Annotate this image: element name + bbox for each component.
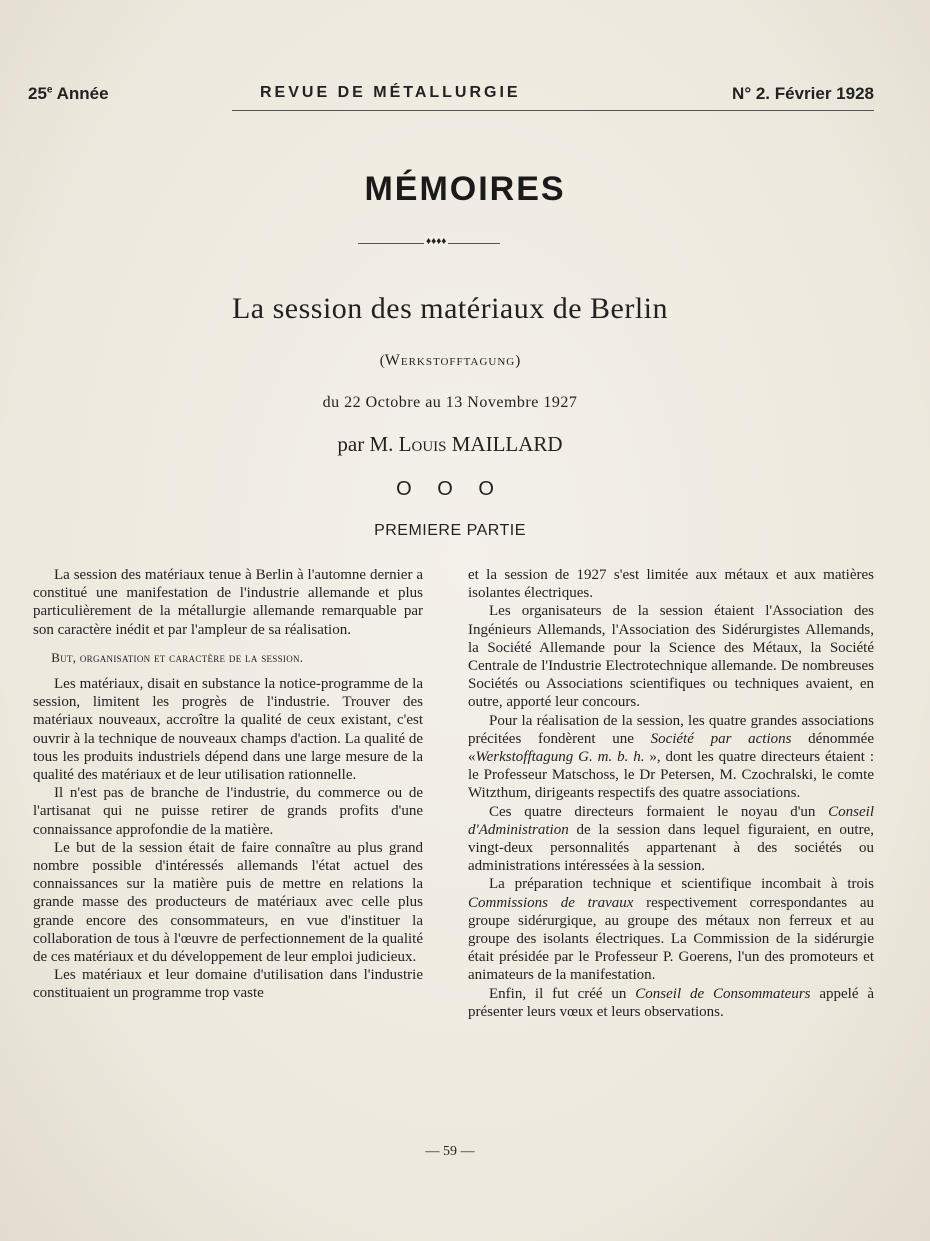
title-ornament <box>358 236 500 252</box>
right-column <box>468 566 874 1021</box>
running-head <box>28 84 874 108</box>
volume-year: 25e Année <box>28 84 109 103</box>
paragraph: et la session de 1927 s'est limitée aux métaux et aux matières isolantes électriques. <box>468 567 874 602</box>
part-heading: PREMIERE PARTIE <box>374 522 526 539</box>
session-dates: du 22 Octobre au 13 Novembre 1927 <box>322 394 578 411</box>
subsection-heading: But, organisation et caractère de la session. <box>51 649 304 665</box>
paragraph: Ces quatre directeurs formaient le noyau d'un Conseil d'Administration de la session dans lequel figuraient, en outre, vingt-deux personnalités appartenant à des sociétés ou administrations intéressées à la session. <box>468 803 874 875</box>
diamond-ornament-icon: ♦♦♦♦ <box>426 236 447 247</box>
article-title: La session des matériaux de Berlin <box>231 292 669 325</box>
issue-number: N° 2. Février 1928 <box>732 84 874 103</box>
paragraph: Les matériaux, disait en substance la notice-programme de la session, limitent les progrès de l'industrie. Trouver des matériaux nouveaux, accroître la qualité de ceux existant, c'est ouvrir à la technique de nouveaux champs d'action. La qualité de tous les produits industriels dépend dans une large mesure de la qualité des matériaux et de leur utilisation rationnelle. <box>33 676 423 784</box>
journal-title: REVUE DE MÉTALLURGIE <box>260 84 521 101</box>
paragraph: Il n'est pas de branche de l'industrie, du commerce ou de l'artisanat qui ne puisse retirer de grands profits d'une connaissance approfondie de la matière. <box>33 785 423 838</box>
page-number: — 59 — <box>425 1144 475 1159</box>
article-subtitle: (Werkstofftagung) <box>379 352 521 369</box>
paragraph: La préparation technique et scientifique incombait à trois Commissions de travaux respectivement correspondantes au groupe sidérurgique, au groupe des métaux non ferreux et au groupe des isolants électriques. La Commission de la sidérurgie était présidée par le Professeur P. Goerens, l'un des promoteurs et animateurs de la manifestation. <box>468 876 874 984</box>
paragraph: La session des matériaux tenue à Berlin à l'automne dernier a constitué une manifestation de l'industrie allemande et plus particulièrement de la métallurgie allemande remarquable par son caractère inédit et par l'ampleur de sa réalisation. <box>33 567 423 638</box>
paragraph: Pour la réalisation de la session, les quatre grandes associations précitées fondèrent une Société par actions dénommée «Werkstofftagung G. m. b. h. », dont les quatre directeurs étaient : le Professeur Matschoss, le Dr Petersen, M. Czochralski, le comte Witzthum, dirigeants respectifs des quatre associations. <box>468 712 874 802</box>
article-author: par M. Louis MAILLARD <box>337 432 563 456</box>
paragraph: Enfin, il fut créé un Conseil de Consommateurs appelé à présenter leurs vœux et leurs observations. <box>468 985 874 1020</box>
paragraph: Les organisateurs de la session étaient l'Association des Ingénieurs Allemands, l'Association des Sidérurgistes Allemands, la Société Allemande pour la Science des Métaux, la Société Centrale de l'Industrie Electrotechnique allemande. De nombreuses Sociétés ou Associations scientifiques ou techniques avaient, en outre, apporté leur concours. <box>468 603 874 711</box>
paragraph: Le but de la session était de faire connaître au plus grand nombre possible d'intéressés allemands l'état actuel des connaissances sur la matière puis de mettre en relations la grande masse des producteurs de matériaux avec celle plus grande encore des consommateurs, en vue d'instituer la collaboration de tous à l'œuvre de perfectionnement de la qualité de ces matériaux et du développement de leur emploi judicieux. <box>33 839 423 966</box>
section-title: MÉMOIRES <box>364 170 566 208</box>
circle-ornament: O O O <box>396 478 504 500</box>
paragraph: Les matériaux et leur domaine d'utilisation dans l'industrie constituaient un programme trop vaste <box>33 967 423 1002</box>
header-rule <box>232 110 874 111</box>
left-column <box>33 566 423 1003</box>
